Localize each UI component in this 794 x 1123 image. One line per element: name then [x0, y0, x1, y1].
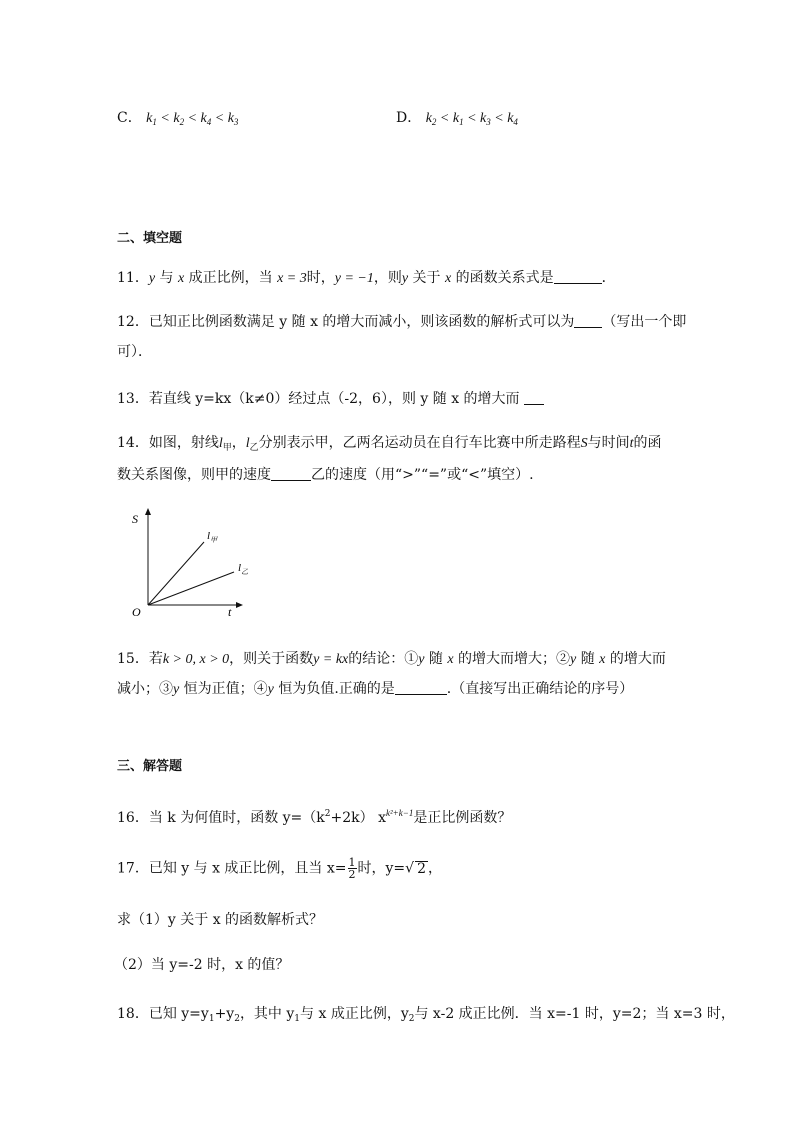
question-15-line2: 减小；③y 恒为正值；④y 恒为负值.正确的是 .（直接写出正确结论的序号）	[117, 681, 634, 697]
question-14-line1: 14．如图，射线$l_甲$，$l_乙$分别表示甲，乙两名运动员在自行车比赛中所走路程S与时间t的函	[117, 435, 662, 453]
question-17-part1: 求（1）y 关于 x 的函数解析式？	[117, 912, 324, 928]
question-12-line1: 12．已知正比例函数满足 y 随 x 的增大而减小，则该函数的解析式可以为 （写出一个即	[117, 314, 687, 330]
question-15-line1: 15．若k > 0, x > 0，则关于函数y = kx的结论：①y 随 x 的增大而增大；②y 随 x 的增大而	[117, 651, 666, 667]
answer-blank[interactable]	[574, 313, 602, 328]
line-jia	[148, 542, 204, 605]
section-fill-blank-heading: 二、填空题	[117, 231, 183, 246]
sqrt-symbol: √	[405, 860, 415, 877]
option-d	[396, 108, 518, 132]
axis-label-t: t	[228, 605, 232, 617]
section-answer-heading: 三、解答题	[117, 759, 183, 774]
answer-blank[interactable]	[395, 680, 447, 695]
answer-blank[interactable]	[271, 466, 311, 481]
x-axis-arrow	[236, 602, 243, 608]
option-d-expr: $k_2 < k_1 < k_3 < k_4$	[425, 111, 518, 127]
question-13: 13．若直线 y=kx（k≠0）经过点（-2，6），则 y 随 x 的增大而	[117, 389, 544, 409]
question-18: 18．已知 $y=y_1+y_2$，其中 $y_1$与 x 成正比例，$y_2$与 x-2 成正比例．当 x=-1 时，y=2；当 x=3 时，	[117, 1006, 735, 1024]
origin-label: O	[132, 605, 141, 617]
question-14-line2: 数关系图像，则甲的速度 乙的速度（用“>”“=”或“<”填空）.	[117, 467, 534, 483]
question-12-line2: 可）．	[117, 344, 152, 360]
question-17: 17．已知 y 与 x 成正比例，且当 x= $\frac{1}{2}$ 时，y=√ 2 ，	[117, 856, 442, 881]
fraction-one-half: $\frac{1}{2}$	[348, 856, 356, 881]
axis-label-s: S	[132, 512, 138, 526]
question-11: 11．y 与 x 成正比例，当 x = 3时，y = −1，则y 关于 x 的函数关系式是 ．	[117, 270, 616, 286]
line-yi-label: $l_乙$	[238, 562, 249, 576]
line-yi	[148, 572, 234, 605]
option-d-label: D．	[396, 110, 422, 126]
option-c-label: C．	[117, 110, 142, 126]
answer-blank[interactable]	[554, 269, 602, 284]
question-17-part2: （2）当 y=-2 时，x 的值？	[114, 957, 290, 973]
question-16: 16．当 k 为何值时，函数 $y=(k^2+2k)$ $x^{k^2+k-1}$是正比例函数？	[117, 808, 512, 826]
option-c	[117, 108, 238, 132]
line-jia-label: $l_甲$	[207, 530, 218, 544]
distance-time-graph	[122, 505, 252, 617]
option-c-expr: $k_1 < k_2 < k_4 < k_3$	[146, 111, 239, 127]
y-axis-arrow	[145, 508, 151, 515]
answer-blank[interactable]	[524, 390, 544, 405]
